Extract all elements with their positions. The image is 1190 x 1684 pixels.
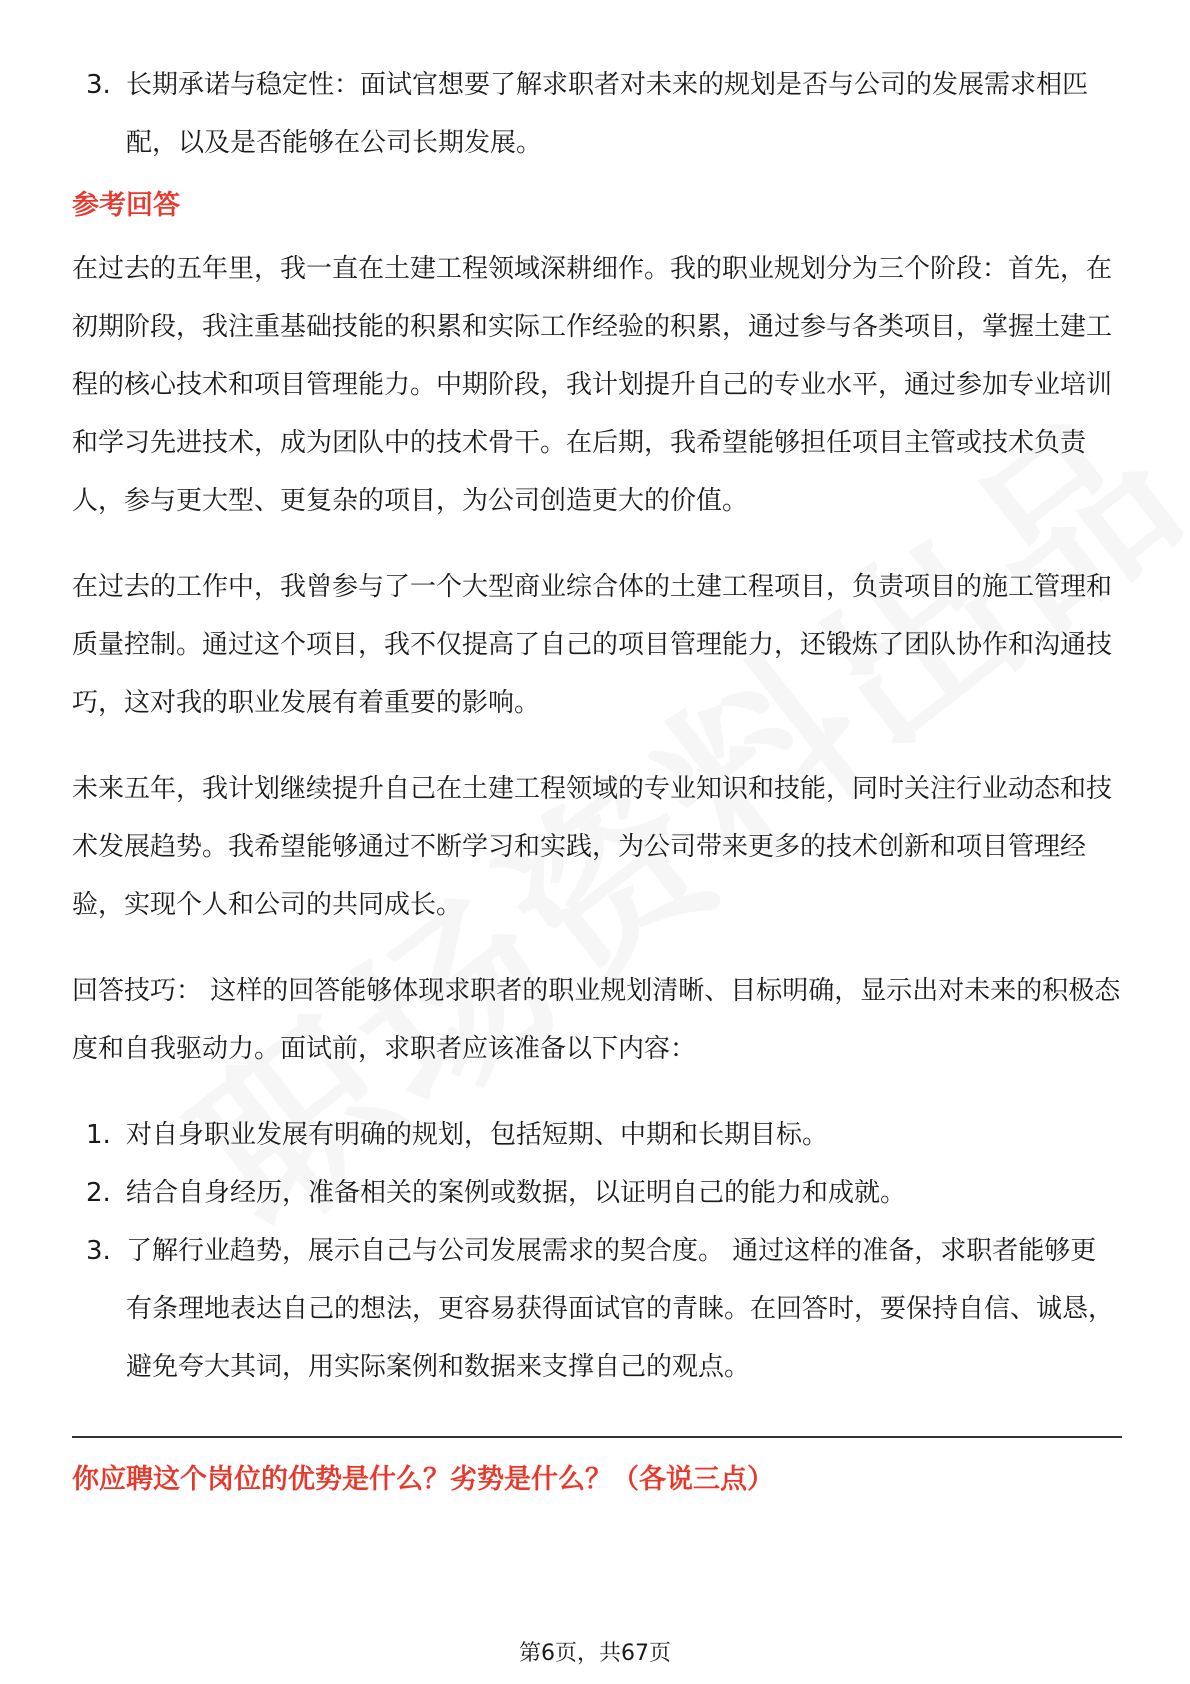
tips-list: [72, 1106, 1122, 1396]
next-question-heading: 你应聘这个岗位的优势是什么？劣势是什么？（各说三点）: [72, 1464, 774, 1495]
list-text: 结合自身经历，准备相关的案例或数据，以证明自己的能力和成就。: [126, 1178, 907, 1208]
paragraph-career-plan: 在过去的五年里，我一直在土建工程领域深耕细作。我的职业规划分为三个阶段：首先，在初期阶段，我注重基础技能的积累和实际工作经验的积累，通过参与各类项目，掌握土建工程的核心技术和项目管理能力。中期阶段，我计划提升自己的专业水平，通过参加专业培训和学习先进技术，成为团队中的技术骨干。在后期，我希望能够担任项目主管或技术负责人，参与更大型、更复杂的项目，为公司创造更大的价值。: [72, 254, 1113, 516]
list-number: 2.: [86, 1178, 111, 1208]
paragraph-answer-tips: 回答技巧： 这样的回答能够体现求职者的职业规划清晰、目标明确，显示出对未来的积极态度和自我驱动力。面试前，求职者应该准备以下内容：: [72, 976, 1121, 1064]
intro-list: [72, 56, 1122, 172]
list-item: [72, 1106, 1122, 1164]
document-page: [72, 56, 1122, 1500]
list-text: 了解行业趋势，展示自己与公司发展需求的契合度。 通过这样的准备，求职者能够更有条理地表达自己的想法，更容易获得面试官的青睐。在回答时，要保持自信、诚恳，避免夸大其词，用实际案例和数据来支撑自己的观点。: [126, 1236, 1115, 1382]
paragraph-future-plan: 未来五年，我计划继续提升自己在土建工程领域的专业知识和技能，同时关注行业动态和技术发展趋势。我希望能够通过不断学习和实践，为公司带来更多的技术创新和项目管理经验，实现个人和公司的共同成长。: [72, 774, 1113, 920]
page-footer: 第6页，共67页: [519, 1641, 671, 1666]
list-text: 对自身职业发展有明确的规划，包括短期、中期和长期目标。: [126, 1120, 829, 1150]
list-text: 长期承诺与稳定性：面试官想要了解求职者对未来的规划是否与公司的发展需求相匹配，以及是否能够在公司长期发展。: [126, 70, 1089, 158]
paragraph-past-project: 在过去的工作中，我曾参与了一个大型商业综合体的土建工程项目，负责项目的施工管理和质量控制。通过这个项目，我不仅提高了自己的项目管理能力，还锻炼了团队协作和沟通技巧，这对我的职业发展有着重要的影响。: [72, 572, 1113, 718]
list-number: 3.: [86, 70, 111, 100]
list-number: 3.: [86, 1236, 111, 1266]
list-item: [72, 1222, 1122, 1396]
list-item: [72, 56, 1122, 172]
answer-heading: 参考回答: [72, 190, 180, 221]
list-number: 1.: [86, 1120, 111, 1150]
list-item: [72, 1164, 1122, 1222]
section-divider: [72, 1436, 1122, 1438]
